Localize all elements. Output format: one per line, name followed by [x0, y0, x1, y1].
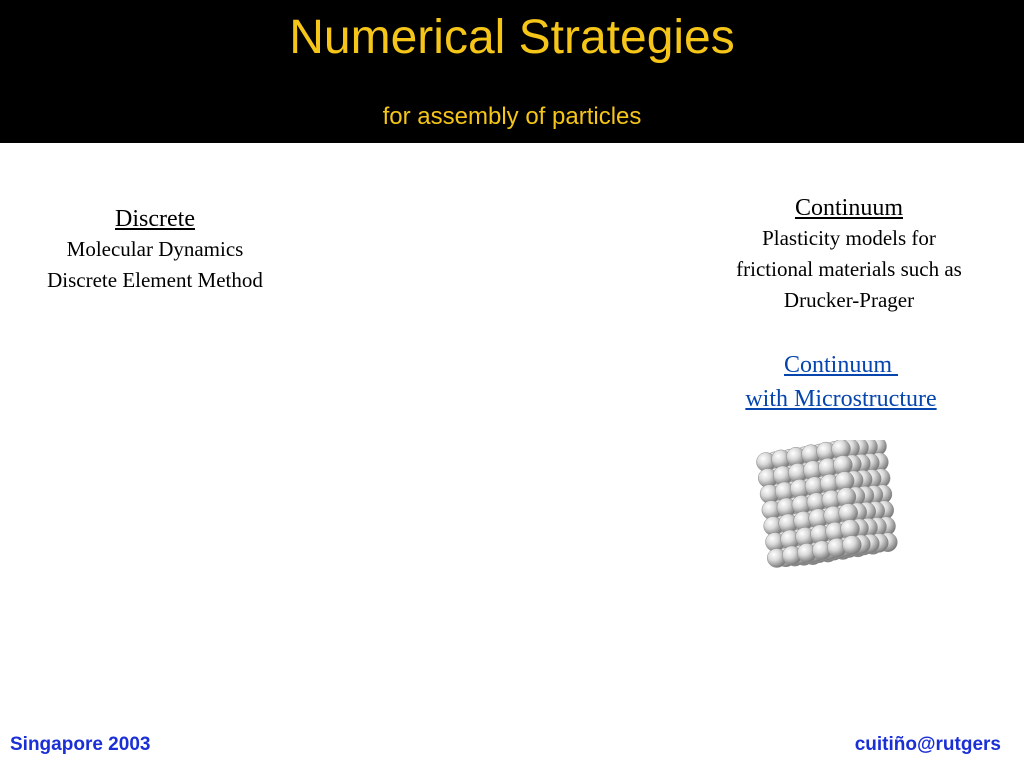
discrete-line: Molecular Dynamics: [66, 237, 244, 261]
continuum-line: Drucker-Prager: [783, 288, 915, 312]
discrete-heading: Discrete: [115, 206, 195, 232]
continuum-line: Plasticity models for: [762, 226, 936, 250]
continuum-heading: Continuum: [794, 195, 903, 221]
discrete-line: Discrete Element Method: [47, 268, 263, 292]
slide-subtitle: for assembly of particles: [382, 103, 642, 130]
continuum-line: frictional materials such as: [736, 257, 962, 281]
link-line-2[interactable]: with Microstructure: [745, 386, 937, 412]
link-line-1[interactable]: Continuum: [783, 352, 898, 378]
footer-author: cuitiño@rutgers: [854, 734, 1001, 755]
slide-title: Numerical Strategies: [289, 11, 735, 64]
continuum-microstructure-link[interactable]: [700, 348, 982, 416]
particle-sphere: [842, 536, 861, 555]
discrete-section: [10, 204, 300, 296]
header-bar: [0, 0, 1024, 143]
footer-event: Singapore 2003: [10, 734, 151, 755]
continuum-section: [699, 193, 999, 316]
particle-cluster-icon: [748, 440, 920, 590]
